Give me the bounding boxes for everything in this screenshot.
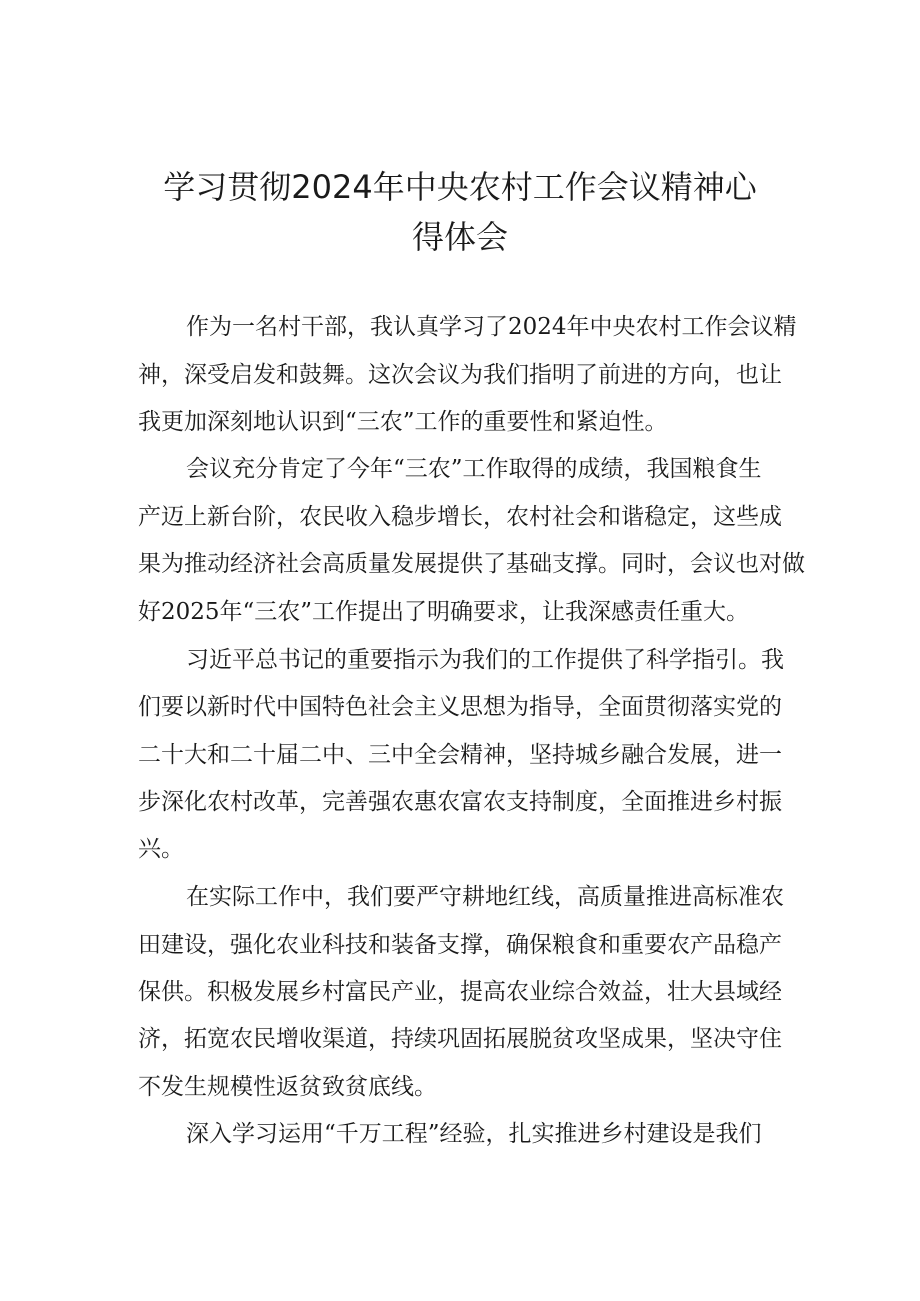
paragraph-4-line-4: 济，拓宽农民增收渠道，持续巩固拓展脱贫攻坚成果，坚决守住 [138,1026,782,1052]
paragraph-3-line-5: 兴。 [138,836,184,862]
paragraph-1-line-2: 神，深受启发和鼓舞。这次会议为我们指明了前进的方向，也让 [138,362,782,388]
document-title-line-2: 得体会 [411,218,508,256]
paragraph-1-line-3: 我更加深刻地认识到“三农”工作的重要性和紧迫性。 [138,409,668,435]
paragraph-4-line-3: 保供。积极发展乡村富民产业，提高农业综合效益，壮大县域经 [138,979,782,1005]
paragraph-3-line-4: 步深化农村改革，完善强农惠农富农支持制度，全面推进乡村振 [138,789,782,815]
paragraph-1-line-1: 作为一名村干部，我认真学习了2024年中央农村工作会议精 [186,314,797,340]
paragraph-5-line-1: 深入学习运用“千万工程”经验，扎实推进乡村建设是我们 [186,1121,762,1147]
paragraph-4-line-1: 在实际工作中，我们要严守耕地红线，高质量推进高标准农 [186,884,784,910]
paragraph-2-line-3: 果为推动经济社会高质量发展提供了基础支撑。同时，会议也对做 [138,551,805,577]
paragraph-4-line-2: 田建设，强化农业科技和装备支撑，确保粮食和重要农产品稳产 [138,932,782,958]
paragraph-2-line-2: 产迈上新台阶，农民收入稳步增长，农村社会和谐稳定，这些成 [138,504,782,530]
paragraph-2-line-1: 会议充分肯定了今年“三农”工作取得的成绩，我国粮食生 [186,456,762,482]
paragraph-3-line-1: 习近平总书记的重要指示为我们的工作提供了科学指引。我 [186,647,784,673]
paragraph-4-line-5: 不发生规模性返贫致贫底线。 [138,1074,437,1100]
paragraph-3-line-2: 们要以新时代中国特色社会主义思想为指导，全面贯彻落实党的 [138,694,782,720]
paragraph-3-line-3: 二十大和二十届二中、三中全会精神，坚持城乡融合发展，进一 [138,742,782,768]
document-title-line-1: 学习贯彻2024年中央农村工作会议精神心 [163,168,757,206]
paragraph-2-line-4: 好2025年“三农”工作提出了明确要求，让我深感责任重大。 [138,599,750,625]
